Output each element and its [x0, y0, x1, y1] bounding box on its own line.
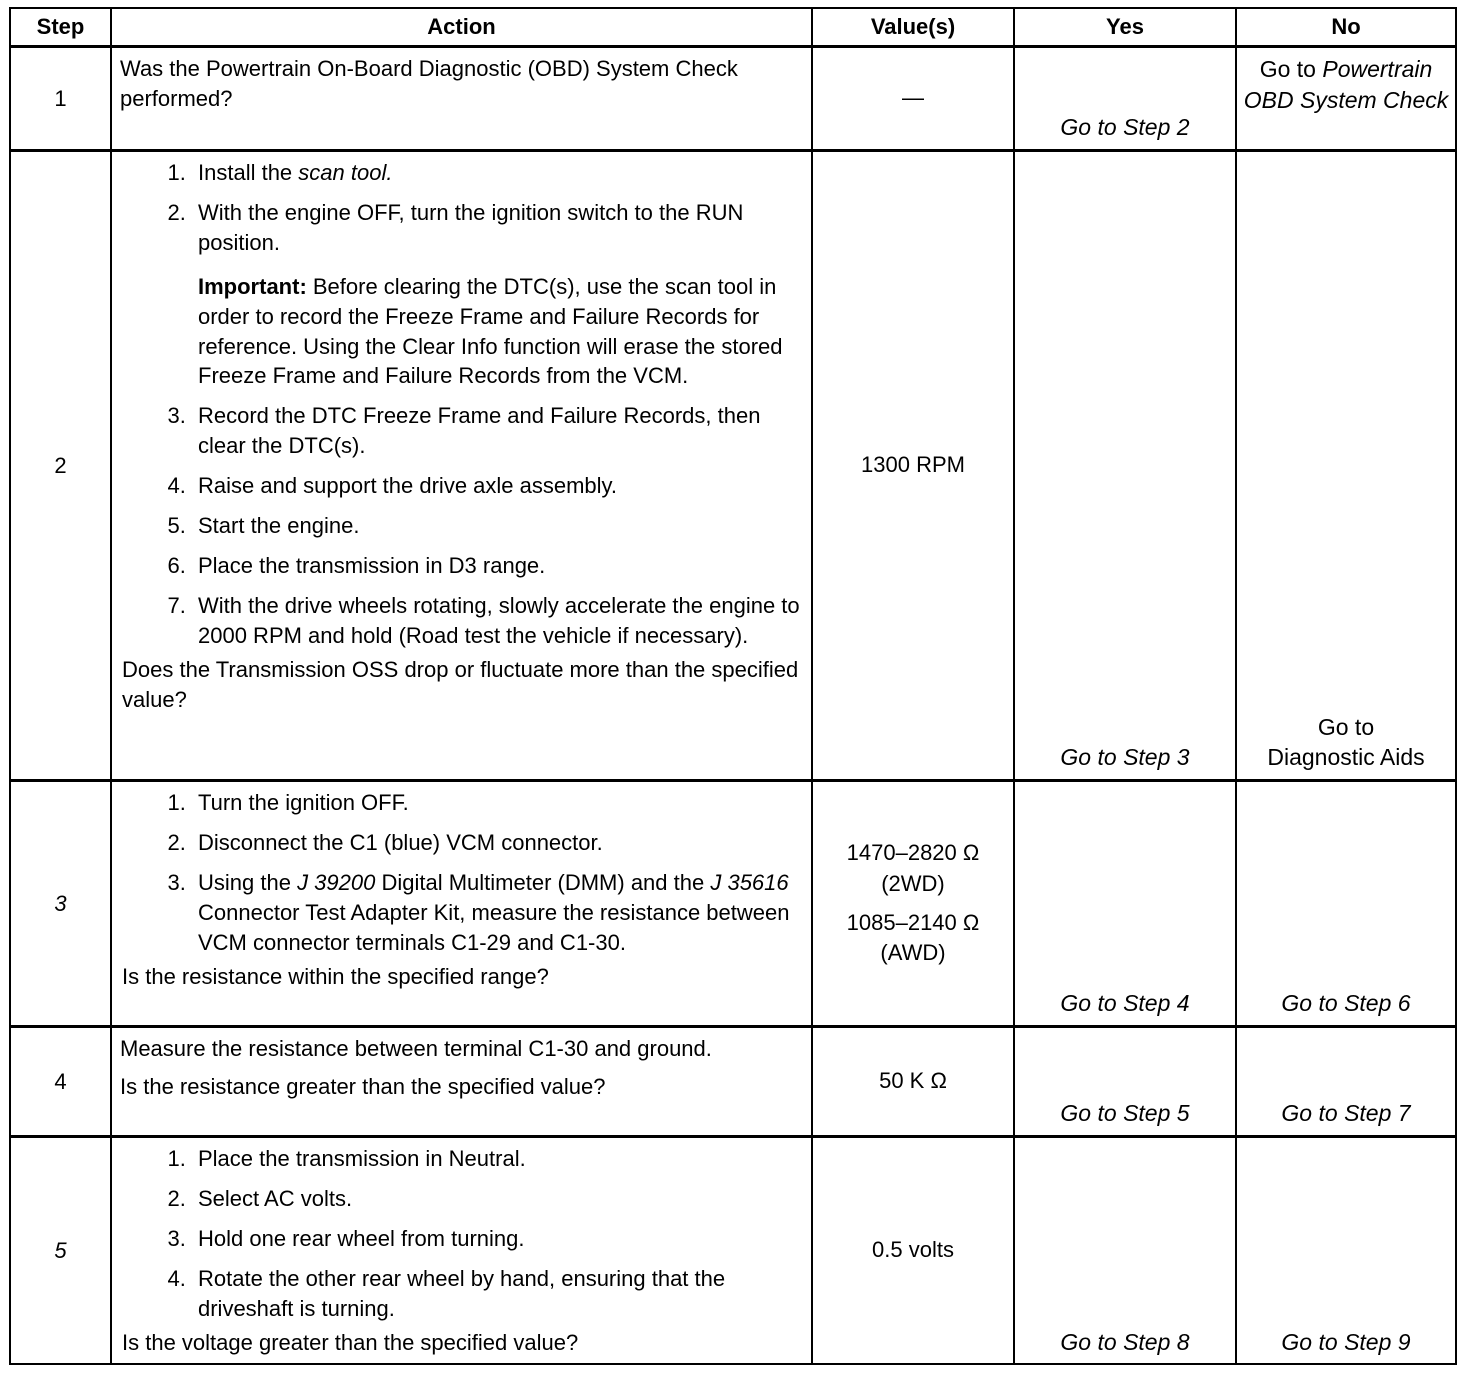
list-item: 4. Raise and support the drive axle assembly.	[192, 471, 801, 501]
value-cell: 0.5 volts	[812, 1137, 1014, 1365]
list-item: 7. With the drive wheels rotating, slowly accelerate the engine to 2000 RPM and hold (Road test the vehicle if necessary).	[192, 591, 801, 651]
yes-cell: Go to Step 3	[1014, 151, 1236, 781]
action-cell	[111, 1027, 812, 1137]
table-row-step-3	[10, 781, 1456, 1027]
table-row-step-4	[10, 1027, 1456, 1137]
value-cell: 50 K Ω	[812, 1027, 1014, 1137]
step-number: 5	[10, 1137, 111, 1365]
action-cell	[111, 47, 812, 151]
step-list	[122, 788, 801, 958]
header-values: Value(s)	[812, 8, 1014, 47]
table-row-step-1	[10, 47, 1456, 151]
list-item: 4. Rotate the other rear wheel by hand, ensuring that the driveshaft is turning.	[192, 1264, 801, 1324]
list-item: 3. Hold one rear wheel from turning.	[192, 1224, 801, 1254]
step-number: 4	[10, 1027, 111, 1137]
no-cell: Go to Diagnostic Aids	[1236, 151, 1456, 781]
question-text: Was the Powertrain On-Board Diagnostic (OBD) System Check performed?	[120, 56, 738, 111]
header-row	[10, 8, 1456, 47]
list-item: 1. Place the transmission in Neutral.	[192, 1144, 801, 1174]
no-cell: Go to Powertrain OBD System Check	[1236, 47, 1456, 151]
table-row-step-5	[10, 1137, 1456, 1365]
step-number: 2	[10, 151, 111, 781]
list-item: 2. Select AC volts.	[192, 1184, 801, 1214]
step-list	[122, 158, 801, 651]
list-item: 1. Install the scan tool.	[192, 158, 801, 188]
important-note: Important: Before clearing the DTC(s), use the scan tool in order to record the Freeze Frame and Failure Records for reference. Using the Clear Info function will erase the stored Freeze Frame and Failure Records from the VCM.	[198, 273, 783, 389]
list-item: 6. Place the transmission in D3 range.	[192, 551, 801, 581]
yes-cell: Go to Step 4	[1014, 781, 1236, 1027]
header-step: Step	[10, 8, 111, 47]
table-row-step-2	[10, 151, 1456, 781]
yes-cell: Go to Step 2	[1014, 47, 1236, 151]
question-text: Does the Transmission OSS drop or fluctuate more than the specified value?	[122, 656, 799, 712]
action-cell	[111, 781, 812, 1027]
question-text: Is the resistance greater than the specified value?	[120, 1073, 606, 1099]
yes-cell: Go to Step 5	[1014, 1027, 1236, 1137]
step-number: 3	[10, 781, 111, 1027]
list-item: 2. Disconnect the C1 (blue) VCM connector.	[192, 828, 801, 858]
yes-cell: Go to Step 8	[1014, 1137, 1236, 1365]
instruction-text: Measure the resistance between terminal C1-30 and ground.	[120, 1036, 712, 1061]
header-yes: Yes	[1014, 8, 1236, 47]
question-text: Is the resistance within the specified range?	[122, 963, 549, 989]
value-cell: 1300 RPM	[812, 151, 1014, 781]
question-text: Is the voltage greater than the specified value?	[122, 1329, 579, 1355]
step-list	[122, 1144, 801, 1324]
value-cell: —	[812, 47, 1014, 151]
header-no: No	[1236, 8, 1456, 47]
no-cell: Go to Step 6	[1236, 781, 1456, 1027]
list-item: 3. Record the DTC Freeze Frame and Failure Records, then clear the DTC(s).	[192, 401, 801, 461]
list-item: 3. Using the J 39200 Digital Multimeter (DMM) and the J 35616 Connector Test Adapter Kit, measure the resistance between VCM connector terminals C1-29 and C1-30.	[192, 868, 801, 958]
value-cell: 1470–2820 Ω (2WD) 1085–2140 Ω (AWD)	[812, 781, 1014, 1027]
step-number: 1	[10, 47, 111, 151]
list-item: 1. Turn the ignition OFF.	[192, 788, 801, 818]
no-cell: Go to Step 7	[1236, 1027, 1456, 1137]
list-item: 5. Start the engine.	[192, 511, 801, 541]
list-item: 2. With the engine OFF, turn the ignition switch to the RUN position. Important: Before clearing the DTC(s), use the scan tool in order to record the Freeze Frame and Failure Records for reference. Using the Clear Info function will erase the stored Freeze Frame and Failure Records from the VCM.	[192, 198, 801, 391]
action-cell	[111, 1137, 812, 1365]
header-action: Action	[111, 8, 812, 47]
action-cell	[111, 151, 812, 781]
no-cell: Go to Step 9	[1236, 1137, 1456, 1365]
diagnostic-table	[9, 7, 1457, 1365]
